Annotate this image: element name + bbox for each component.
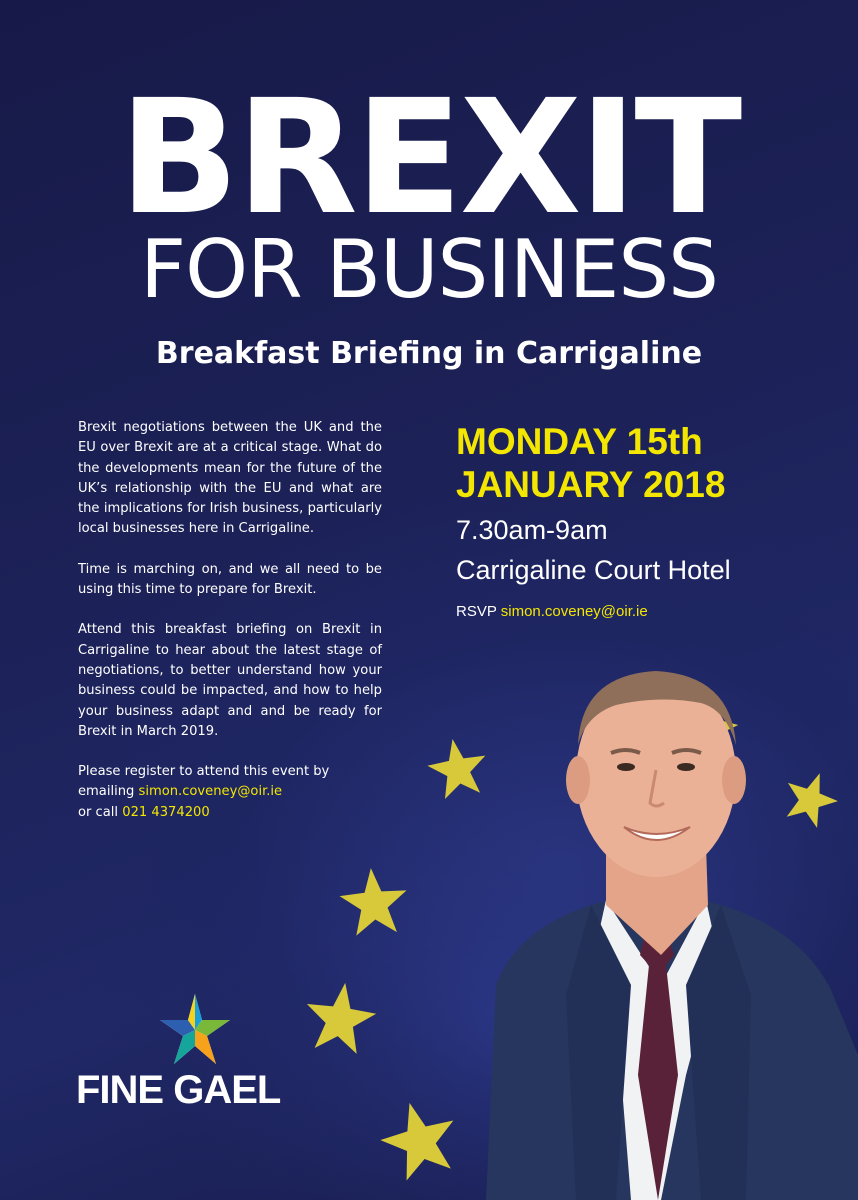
poster-subtitle: FOR BUSINESS — [140, 223, 718, 316]
register-paragraph — [78, 762, 382, 823]
rsvp-label: RSVP — [456, 603, 497, 620]
event-date-day: MONDAY 15th — [456, 421, 703, 462]
call-text: or call — [78, 804, 119, 820]
fine-gael-wordmark: FINE GAEL — [76, 1068, 281, 1112]
body-text-column — [78, 418, 382, 843]
rsvp-email-link[interactable]: simon.coveney@oir.ie — [500, 603, 648, 620]
body-paragraph: Attend this breakfast briefing on Brexit in Carrigaline to hear about the latest stage of negotiations, to better understand how your business could be impacted, and how to help your business adapt and and be ready for Brexit in March 2019. — [78, 622, 382, 739]
register-text: Please register to attend this event by emailing — [78, 764, 330, 800]
speaker-portrait — [456, 655, 858, 1200]
event-time: 7.30am-9am — [456, 515, 608, 545]
event-tagline: Breakfast Briefing in Carrigaline — [155, 336, 703, 371]
event-venue: Carrigaline Court Hotel — [456, 555, 731, 585]
event-details — [456, 420, 846, 622]
event-date-month-year: JANUARY 2018 — [456, 464, 726, 505]
register-email-link[interactable]: simon.coveney@oir.ie — [138, 784, 283, 800]
body-paragraph: Time is marching on, and we all need to be using this time to prepare for Brexit. — [78, 561, 382, 598]
call-number-link[interactable]: 021 4374200 — [122, 804, 210, 820]
poster-title: BREXIT — [118, 66, 740, 250]
rsvp-line — [456, 602, 846, 622]
fine-gael-logo — [72, 990, 332, 1120]
fine-gael-star-icon — [152, 990, 238, 1070]
body-paragraph: Brexit negotiations between the UK and the EU over Brexit are at a critical stage. What do the developments mean for the future of the UK’s relationship with the EU and what are the implications for Irish business, particularly local businesses here in Carrigaline. — [78, 420, 382, 537]
